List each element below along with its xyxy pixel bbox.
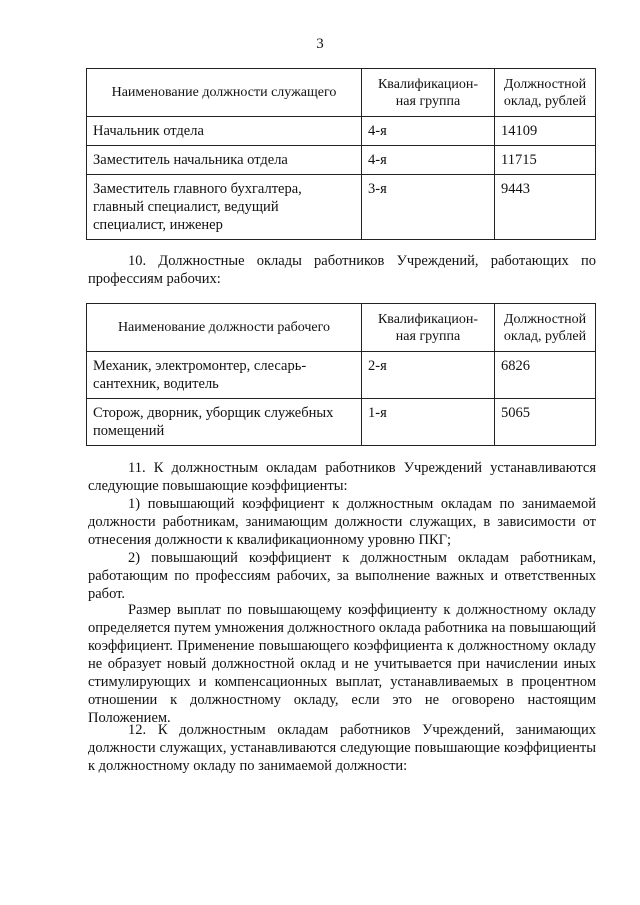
cell-salary: 11715 [495,146,596,175]
header-salary: Должностной оклад, рублей [495,304,596,352]
table-row [87,399,596,446]
page-number: 3 [316,36,324,52]
table-row [87,146,596,175]
cell-qual-group: 4-я [362,146,495,175]
header-position: Наименование должности служащего [87,69,362,117]
header-position: Наименование должности рабочего [87,304,362,352]
table-row [87,175,596,240]
cell-position: Механик, электромонтер, слесарь-сантехник, водитель [87,352,362,399]
cell-position: Заместитель начальника отдела [87,146,362,175]
paragraph-11-item-2: 2) повышающий коэффициент к должностным окладам работникам, работающим по профессиям рабочих, за выполнение важных и ответственных работ. [88,550,596,602]
cell-salary: 6826 [495,352,596,399]
cell-position: Сторож, дворник, уборщик служебных помещений [87,399,362,446]
paragraph-11-payments: Размер выплат по повышающему коэффициенту к должностному окладу определяется путем умножения должностного оклада работника на повышающий коэффициент. Применение повышающего коэффициента к должностному окладу не образует новый должностной оклад и не учитывается при начислении иных стимулирующих и компенсационных выплат, устанавливаемых в процентном отношении к должностному окладу, если это не оговорено настоящим Положением. [88,602,596,726]
paragraph-11: 11. К должностным окладам работников Учреждений устанавливаются следующие повышающие коэффициенты: [88,460,596,494]
header-qual-group: Квалификацион-ная группа [362,304,495,352]
cell-qual-group: 1-я [362,399,495,446]
cell-salary: 14109 [495,117,596,146]
table-employee-salaries [86,68,596,240]
cell-salary: 9443 [495,175,596,240]
header-salary: Должностной оклад, рублей [495,69,596,117]
table-row [87,117,596,146]
header-qual-group: Квалификацион-ная группа [362,69,495,117]
cell-qual-group: 3-я [362,175,495,240]
cell-position: Заместитель главного бухгалтера, главный специалист, ведущий специалист, инженер [87,175,362,240]
table-worker-salaries [86,303,596,446]
cell-qual-group: 4-я [362,117,495,146]
cell-position: Начальник отдела [87,117,362,146]
table-row [87,352,596,399]
table-header-row [87,304,596,352]
paragraph-12: 12. К должностным окладам работников Учреждений, занимающих должности служащих, устанавливаются следующие повышающие коэффициенты к должностному окладу по занимаемой должности: [88,722,596,774]
paragraph-10: 10. Должностные оклады работников Учреждений, работающих по профессиям рабочих: [88,253,596,287]
cell-salary: 5065 [495,399,596,446]
cell-qual-group: 2-я [362,352,495,399]
table-header-row [87,69,596,117]
paragraph-11-item-1: 1) повышающий коэффициент к должностным окладам по занимаемой должности работникам, занимающим должности служащих, в зависимости от отнесения должности к квалификационному уровню ПКГ; [88,496,596,548]
